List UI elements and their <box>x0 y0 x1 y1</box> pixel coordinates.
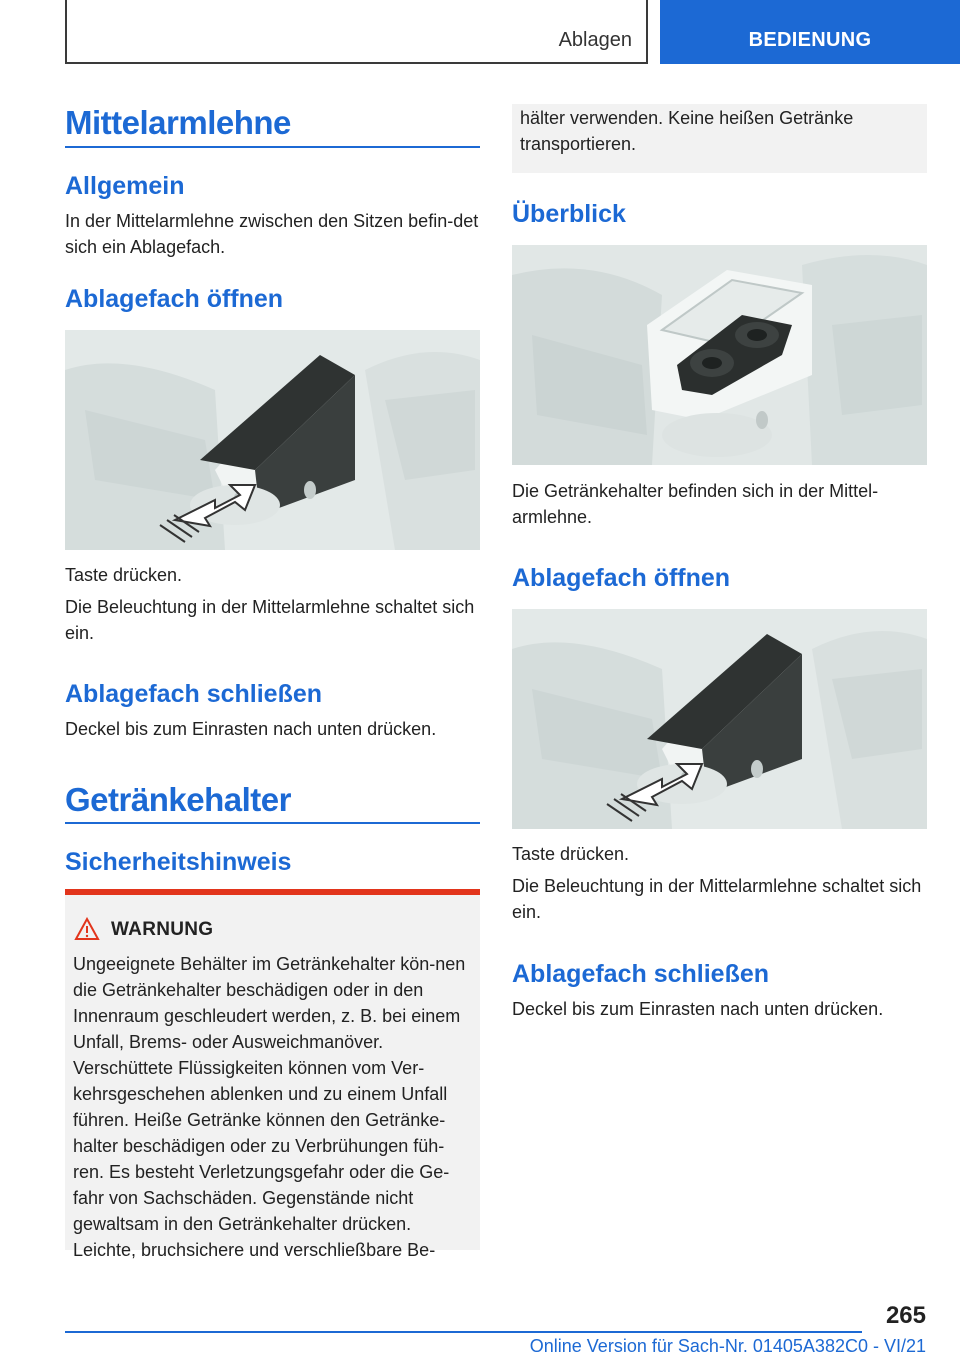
figure-armrest-button-2 <box>512 609 927 829</box>
footer-rule <box>65 1331 862 1333</box>
step-taste-druecken: Taste drücken. <box>65 565 183 585</box>
text-schliessen: Deckel bis zum Einrasten nach unten drücken. <box>65 719 437 739</box>
header-chapter-tab <box>660 0 960 64</box>
figure-cupholder-overview <box>512 245 927 465</box>
footer-online-version: Online Version für Sach-Nr. 01405A382C0 - VI/21 <box>529 1336 926 1356</box>
armrest-illustration-2 <box>512 609 927 829</box>
heading-sicherheitshinweis: Sicherheitshinweis <box>65 848 292 876</box>
text-beleuchtung: Die Beleuchtung in der Mittelarmlehne schaltet sich ein. <box>65 597 475 643</box>
armrest-illustration <box>65 330 480 550</box>
cupholder-illustration <box>512 245 927 465</box>
heading-allgemein: Allgemein <box>65 172 185 200</box>
heading-ablagefach-oeffnen-2: Ablagefach öffnen <box>512 564 731 592</box>
text-allgemein: In der Mittelarmlehne zwischen den Sitzen befin-det sich ein Ablagefach. <box>65 211 479 257</box>
page-title: Mittelarmlehne <box>65 104 291 141</box>
page-number: 265 <box>885 1302 926 1329</box>
heading-ablagefach-schliessen: Ablagefach schließen <box>65 680 323 708</box>
title-getraenkehalter: Getränkehalter <box>65 781 291 818</box>
warning-triangle-icon <box>74 917 100 941</box>
warning-text-continued: hälter verwenden. Keine heißen Getränke transportieren. <box>520 108 854 154</box>
text-schliessen-2: Deckel bis zum Einrasten nach unten drücken. <box>512 999 884 1019</box>
warning-text: Ungeeignete Behälter im Getränkehalter kön-nen die Getränkehalter beschädigen oder in den Innenraum geschleudert werden, z. B. bei einem Unfall, Brems- oder Ausweichmanöver. Verschüttete Flüssigkeiten können vom Ver-kehrsgeschehen ablenken und zu einem Unfall führen. Heiße Getränke können den Getränke-halter beschädigen oder zu Verbrühungen füh-ren. Es besteht Verletzungsgefahr oder die Ge-fahr von Sachschäden. Gegenstände nicht gewaltsam in den Getränkehalter drücken. Leichte, bruchsichere und verschließbare Be- <box>73 954 466 1260</box>
figure-armrest-button <box>65 330 480 550</box>
text-ueberblick: Die Getränkehalter befinden sich in der Mittel-armlehne. <box>512 481 879 527</box>
step-taste-druecken-2: Taste drücken. <box>512 844 630 864</box>
heading-ueberblick: Überblick <box>512 200 626 228</box>
heading-ablagefach-oeffnen: Ablagefach öffnen <box>65 285 284 313</box>
getraenkehalter-rule <box>65 822 480 824</box>
warning-label: WARNUNG <box>111 919 214 940</box>
header-section-label: Ablagen <box>558 29 632 51</box>
warning-box-continued <box>512 104 927 173</box>
title-rule <box>65 146 480 148</box>
warning-box <box>65 895 480 1260</box>
heading-ablagefach-schliessen-2: Ablagefach schließen <box>512 960 770 988</box>
header-chapter-label: BEDIENUNG <box>748 29 872 51</box>
text-beleuchtung-2: Die Beleuchtung in der Mittelarmlehne schaltet sich ein. <box>512 876 922 922</box>
header-section-box <box>65 0 648 64</box>
